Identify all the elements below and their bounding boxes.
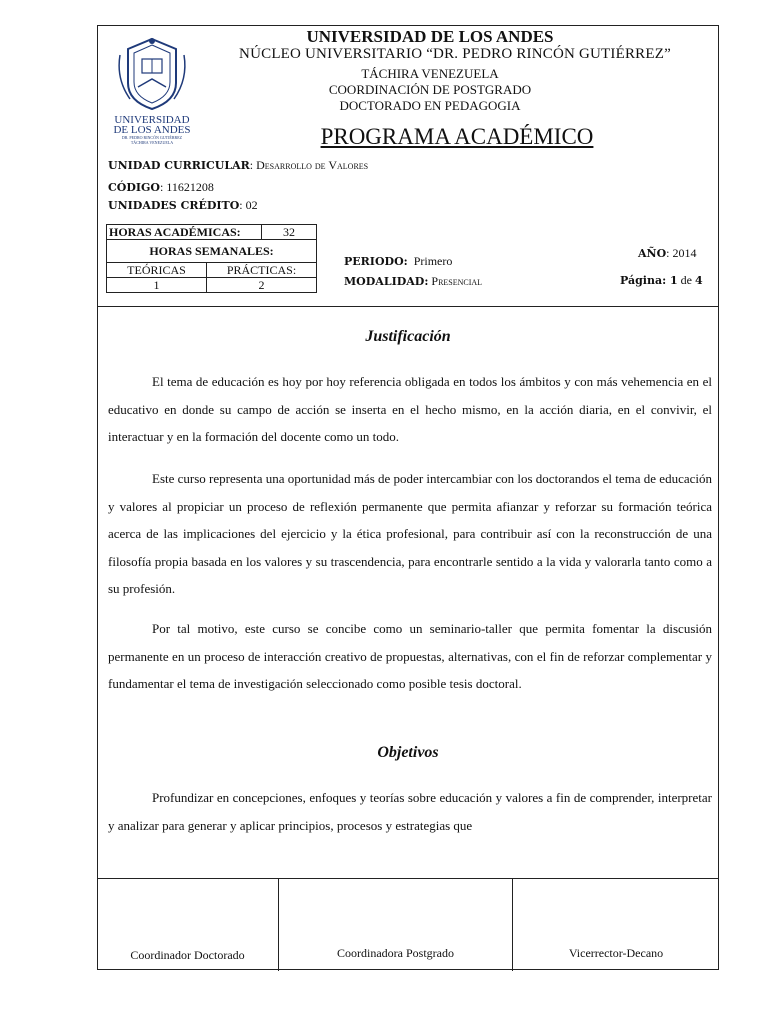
academicas-label: HORAS ACADÉMICAS: bbox=[109, 225, 241, 239]
pagina-de: de bbox=[677, 273, 695, 287]
signature-vicerrector-decano: Vicerrector-Decano bbox=[568, 946, 664, 960]
signature-row bbox=[97, 878, 719, 971]
justificacion-paragraph-3 bbox=[108, 615, 712, 698]
anio-label: AÑO bbox=[638, 247, 667, 260]
justificacion-title: Justificación bbox=[365, 328, 451, 345]
signature-coordinadora-postgrado: Coordinadora Postgrado bbox=[337, 946, 454, 960]
unidad-curricular-field bbox=[108, 158, 368, 173]
unidad-value: : Desarrollo de Valores bbox=[249, 158, 369, 172]
pagina-field bbox=[620, 273, 703, 288]
anio-field bbox=[638, 246, 697, 261]
objetivos-title: Objetivos bbox=[377, 744, 439, 761]
objetivos-paragraph-1 bbox=[108, 784, 712, 839]
justificacion-paragraph-2 bbox=[108, 465, 712, 603]
justificacion-paragraph-1 bbox=[108, 368, 712, 451]
location: TÁCHIRA VENEZUELA bbox=[361, 66, 499, 81]
codigo-label: CÓDIGO bbox=[108, 181, 160, 194]
justificacion-p1-text: El tema de educación es hoy por hoy referencia obligada en todos los ámbitos y con más vehemencia en el educativo en donde su campo de acción se inserta en el hecho mismo, en la acción diaria, en el convivir, el interactuar y en la formación del docente como un todo. bbox=[108, 374, 712, 444]
creditos-value: : 02 bbox=[239, 198, 258, 212]
signature-cell-1 bbox=[97, 879, 279, 971]
signature-coordinador-doctorado: Coordinador Doctorado bbox=[130, 948, 245, 962]
logo-line-1: UNIVERSIDAD bbox=[114, 114, 190, 126]
periodo-value: Primero bbox=[413, 254, 453, 268]
logo-line-4: TÁCHIRA VENEZUELA bbox=[130, 140, 174, 145]
program-name: DOCTORADO EN PEDAGOGIA bbox=[339, 98, 521, 113]
periodo-label: PERIODO: bbox=[344, 255, 408, 268]
signature-cell-2 bbox=[279, 879, 513, 971]
semanales-label: HORAS SEMANALES: bbox=[107, 240, 317, 263]
academicas-value: 32 bbox=[262, 225, 317, 240]
teoricas-value: 1 bbox=[107, 278, 207, 293]
academicas-label-cell bbox=[107, 225, 262, 240]
anio-value: : 2014 bbox=[666, 246, 697, 260]
justificacion-p3-text: Por tal motivo, este curso se concibe como un seminario-taller que permita fomentar la discusión permanente en un proceso de interacción creativo de propuestas, alternativas, con el fin de reforzar complementar y fundamentar el tema de investigación seleccionado como posible tesis doctoral. bbox=[108, 621, 712, 691]
pagina-total: 4 bbox=[694, 274, 703, 287]
objetivos-p1-text: Profundizar en concepciones, enfoques y teorías sobre educación y valores a fin de comprender, interpretar y analizar para generar y aplicar principios, procesos y estrategias que bbox=[108, 790, 712, 833]
university-logo bbox=[106, 35, 198, 153]
modalidad-label: MODALIDAD: bbox=[344, 275, 429, 288]
codigo-field bbox=[108, 180, 214, 195]
modalidad-value: Presencial bbox=[431, 274, 483, 288]
creditos-label: UNIDADES CRÉDITO bbox=[108, 199, 240, 212]
page-title: PROGRAMA ACADÉMICO bbox=[320, 124, 594, 149]
logo-line-3: DR. PEDRO RINCÓN GUTIÉRREZ bbox=[121, 135, 183, 140]
header-separator bbox=[97, 306, 719, 307]
modalidad-field bbox=[344, 274, 482, 289]
creditos-field bbox=[108, 198, 258, 213]
nucleus-name: NÚCLEO UNIVERSITARIO “DR. PEDRO RINCÓN GUTIÉRREZ” bbox=[239, 46, 671, 62]
justificacion-p2-text: Este curso representa una oportunidad más de poder intercambiar con los doctorandos el tema de educación y valores al propiciar un proceso de reflexión permanente que permita afianzar y reforzar su formación teórica acerca de las implicaciones del ejercicio y la ética profesional, para contribuir así con la reconstrucción de una filosofía propia basada en los valores y su trascendencia, para encontrarle sentido a la vida y valorarla tanto como a su profesión. bbox=[108, 471, 712, 596]
teoricas-label: TEÓRICAS bbox=[107, 263, 207, 278]
logo-line-2: DE LOS ANDES bbox=[113, 124, 191, 136]
practicas-label: PRÁCTICAS: bbox=[207, 263, 317, 278]
university-crest-icon bbox=[106, 35, 198, 113]
practicas-value: 2 bbox=[207, 278, 317, 293]
signature-cell-3 bbox=[513, 879, 719, 971]
codigo-value: : 11621208 bbox=[160, 180, 214, 194]
pagina-label: Página: 1 bbox=[620, 274, 678, 287]
periodo-field bbox=[344, 254, 452, 269]
unidad-label: UNIDAD CURRICULAR bbox=[108, 159, 250, 172]
hours-table bbox=[106, 224, 317, 293]
coordination: COORDINACIÓN DE POSTGRADO bbox=[328, 82, 532, 97]
university-name: UNIVERSIDAD DE LOS ANDES bbox=[306, 27, 554, 46]
